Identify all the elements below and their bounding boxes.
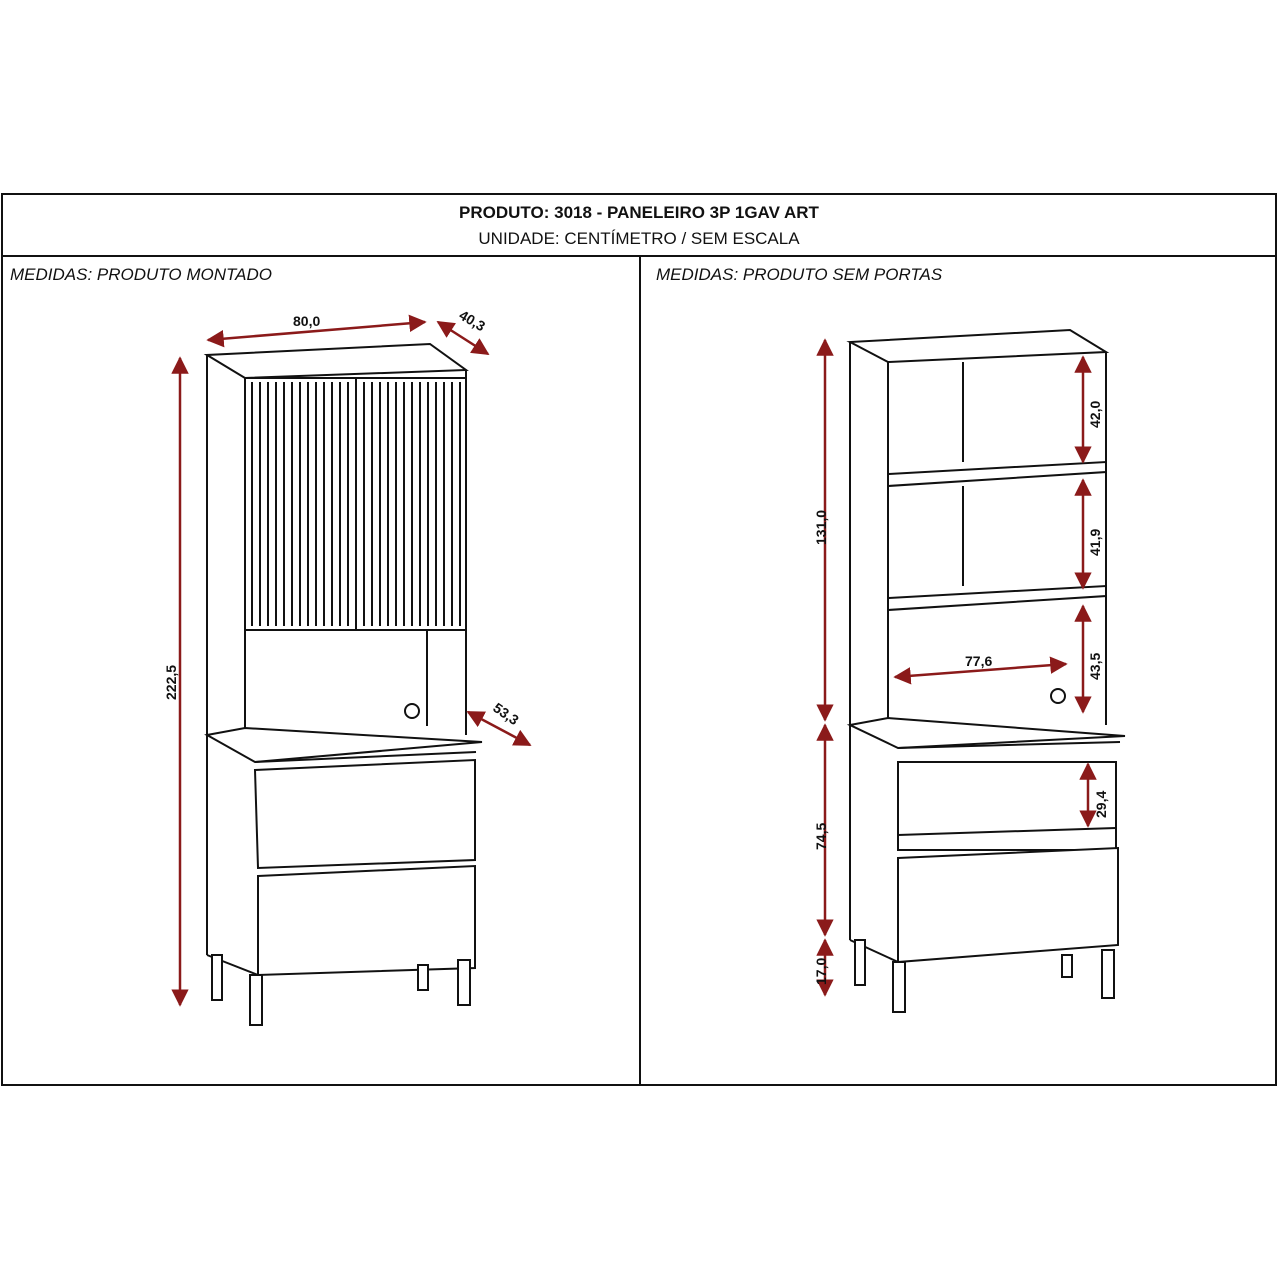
dim-lower-height: 74,5 (813, 822, 829, 850)
dim-niche: 43,5 (1087, 652, 1103, 680)
unit-note: UNIDADE: CENTÍMETRO / SEM ESCALA (478, 229, 800, 248)
dim-depth: 40,3 (456, 306, 489, 335)
cabinet-assembled (207, 344, 482, 1025)
dim-shelf-mid: 41,9 (1087, 528, 1103, 556)
panel-label-assembled: MEDIDAS: PRODUTO MONTADO (10, 265, 272, 284)
dim-width: 80,0 (293, 313, 321, 329)
dim-upper-height: 131,0 (813, 509, 829, 545)
dim-feet: 17,0 (813, 957, 829, 985)
dim-counter-depth: 53,3 (490, 699, 522, 729)
dim-inner-width: 77,6 (965, 653, 993, 669)
dim-shelf-top: 42,0 (1087, 400, 1103, 428)
product-title: PRODUTO: 3018 - PANELEIRO 3P 1GAV ART (459, 203, 819, 222)
dim-lower-niche: 29,4 (1093, 790, 1109, 818)
panel-label-without-doors: MEDIDAS: PRODUTO SEM PORTAS (656, 265, 943, 284)
dim-total-height: 222,5 (163, 664, 179, 700)
